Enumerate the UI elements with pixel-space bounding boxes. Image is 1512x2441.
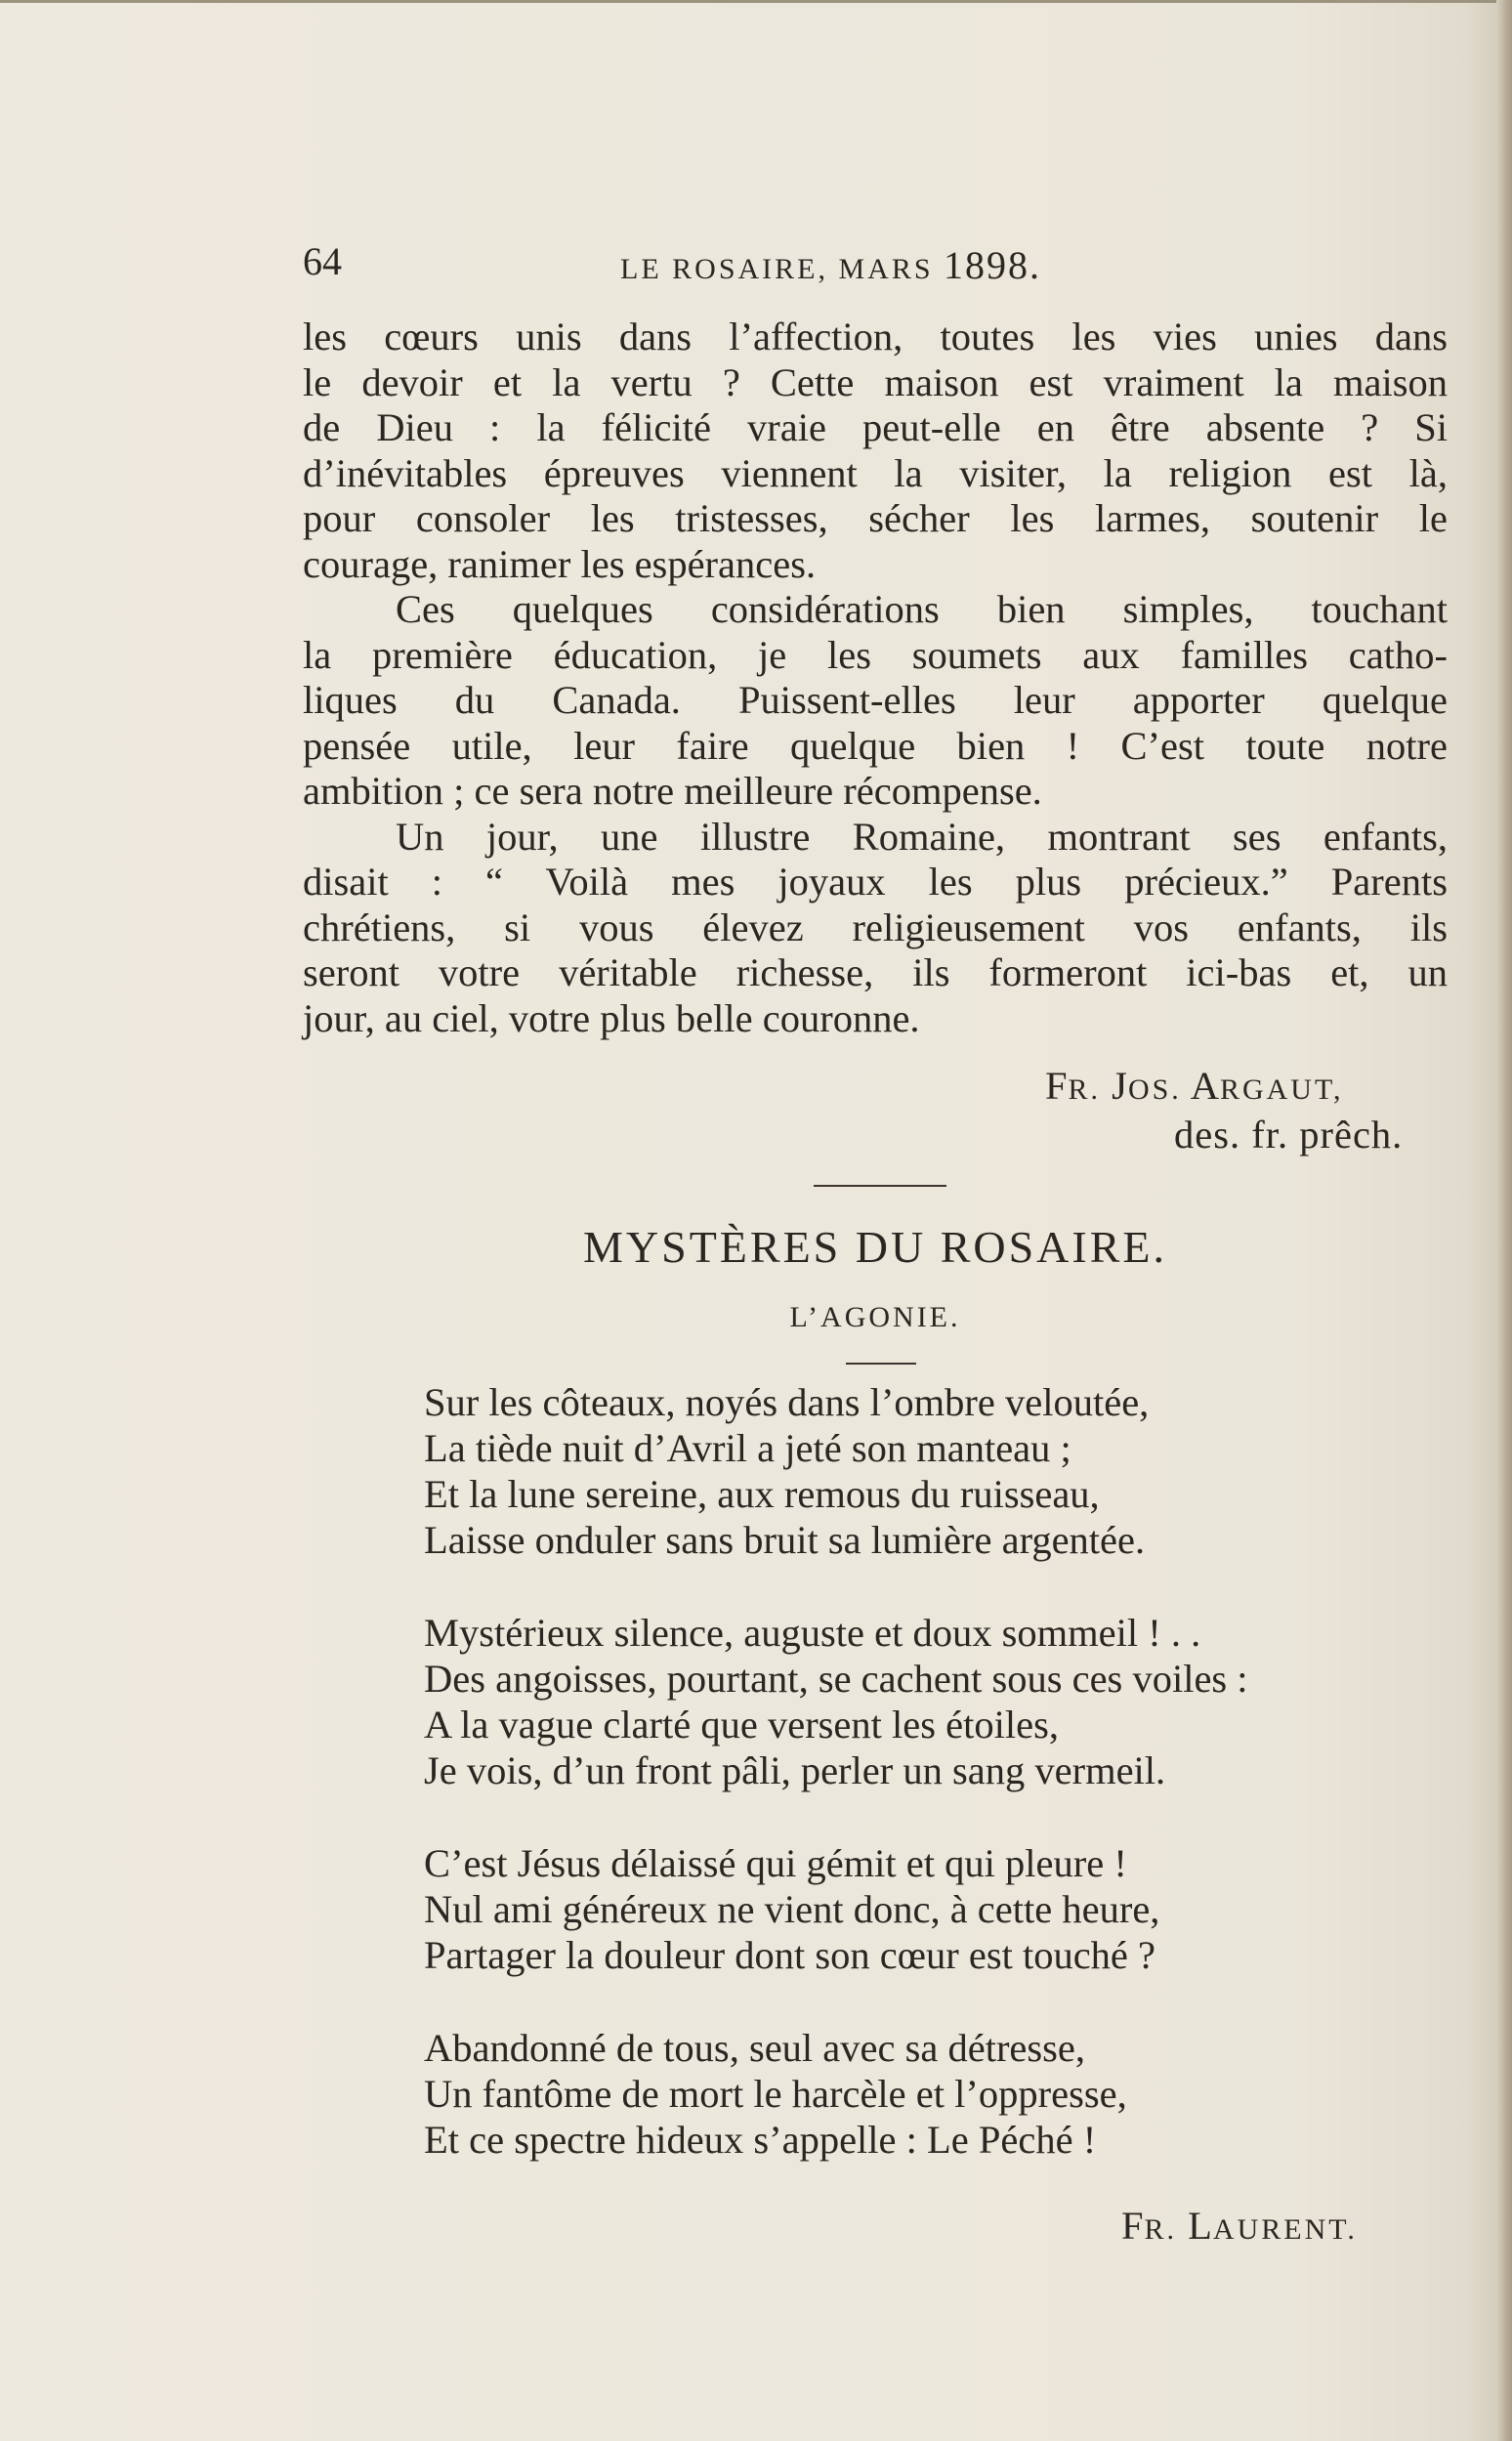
prose-paragraph (303, 815, 1448, 1042)
running-title-year: 1898. (944, 243, 1042, 287)
running-title (620, 242, 1041, 288)
poem-line: C’est Jésus délaissé qui gémit et qui pleure ! (424, 1841, 1127, 1885)
page-right-edge (1496, 0, 1512, 2441)
sig2-rest: R. (1144, 2213, 1178, 2246)
sig1-name-initial: J (1112, 1064, 1128, 1108)
prose-body (303, 315, 1448, 1041)
prose-line: Un jour, une illustre Romaine, montrant ses enfants, (396, 814, 1448, 859)
poem-line: Des angoisses, pourtant, se cachent sous ces voiles : (424, 1657, 1248, 1701)
prose-line: d’inévitables épreuves viennent la visiter, la religion est là, (303, 450, 1448, 495)
poem-line: Et la lune sereine, aux remous du ruisseau, (424, 1472, 1100, 1516)
sig2-surname-initial: L (1188, 2204, 1213, 2248)
prose-line: disait : “ Voilà mes joyaux les plus précieux.” Parents (303, 860, 1448, 904)
prose-line: jour, au ciel, votre plus belle couronne. (303, 995, 920, 1040)
sig2-surname-rest: AURENT. (1212, 2213, 1358, 2246)
sig1-name-rest: OS. (1127, 1073, 1182, 1106)
poem-stanza (424, 1840, 1459, 1978)
top-edge-rule (0, 0, 1512, 3)
poem-line: Abandonné de tous, seul avec sa détresse, (424, 2026, 1086, 2070)
section-title: MYSTÈRES DU ROSAIRE. (582, 1222, 1167, 1272)
poem-line: Laisse onduler sans bruit sa lumière argentée. (424, 1518, 1146, 1562)
prose-line: chrétiens, si vous élevez religieusement vos enfants, ils (303, 905, 1448, 949)
section-divider-rule (814, 1185, 946, 1187)
page-number: 64 (303, 239, 342, 283)
poem-line: Un fantôme de mort le harcèle et l’oppresse, (424, 2072, 1127, 2116)
signature-argaut-line2: des. fr. prêch. (1174, 1113, 1404, 1157)
prose-paragraph (303, 315, 1448, 587)
poem-line: A la vague clarté que versent les étoiles, (424, 1703, 1059, 1747)
prose-line: seront votre véritable richesse, ils formeront ici-bas et, un (303, 950, 1448, 994)
section-subtitle: L’AGONIE. (789, 1301, 961, 1333)
poem-body (424, 1379, 1459, 2210)
running-head (303, 238, 1446, 287)
signature-laurent (1121, 2203, 1358, 2249)
prose-line: les cœurs unis dans l’affection, toutes les vies unies dans (303, 315, 1448, 358)
running-title-text: LE ROSAIRE, MARS (620, 253, 934, 285)
sig1-rest: R. (1068, 1073, 1102, 1106)
poem-stanza (424, 2025, 1459, 2163)
poem-line: Sur les côteaux, noyés dans l’ombre veloutée, (424, 1380, 1150, 1424)
poem-line: Mystérieux silence, auguste et doux sommeil ! . . (424, 1611, 1201, 1655)
prose-line: liques du Canada. Puissent-elles leur apporter quelque (303, 678, 1448, 722)
poem-stanza (424, 1379, 1459, 1563)
prose-line: courage, ranimer les espérances. (303, 541, 817, 586)
sig1-surname-rest: RGAUT, (1219, 1073, 1344, 1106)
prose-paragraph (303, 587, 1448, 815)
sig1-initial: F (1045, 1064, 1069, 1108)
prose-line: ambition ; ce sera notre meilleure récompense. (303, 769, 1042, 813)
prose-line: Ces quelques considérations bien simples, touchant (396, 587, 1448, 631)
poem-stanza (424, 1610, 1459, 1793)
poem-line: Partager la douleur dont son cœur est touché ? (424, 1933, 1156, 1977)
prose-line: le devoir et la vertu ? Cette maison est vraiment la maison (303, 359, 1448, 404)
prose-line: pour consoler les tristesses, sécher les larmes, soutenir le (303, 496, 1448, 540)
signature-argaut-line1 (1045, 1063, 1344, 1109)
prose-line: de Dieu : la félicité vraie peut-elle en être absente ? Si (303, 405, 1448, 449)
sig2-initial: F (1121, 2204, 1145, 2248)
poem-line: Et ce spectre hideux s’appelle : Le Péché ! (424, 2118, 1097, 2162)
poem-line: La tiède nuit d’Avril a jeté son manteau ; (424, 1426, 1071, 1470)
poem-line: Je vois, d’un front pâli, perler un sang vermeil. (424, 1748, 1166, 1792)
poem-line: Nul ami généreux ne vient donc, à cette heure, (424, 1887, 1160, 1931)
prose-line: pensée utile, leur faire quelque bien ! C’est toute notre (303, 723, 1448, 768)
sig1-surname-initial: A (1190, 1064, 1220, 1108)
prose-line: la première éducation, je les soumets aux familles catho- (303, 632, 1448, 677)
subtitle-divider-rule (846, 1363, 916, 1365)
